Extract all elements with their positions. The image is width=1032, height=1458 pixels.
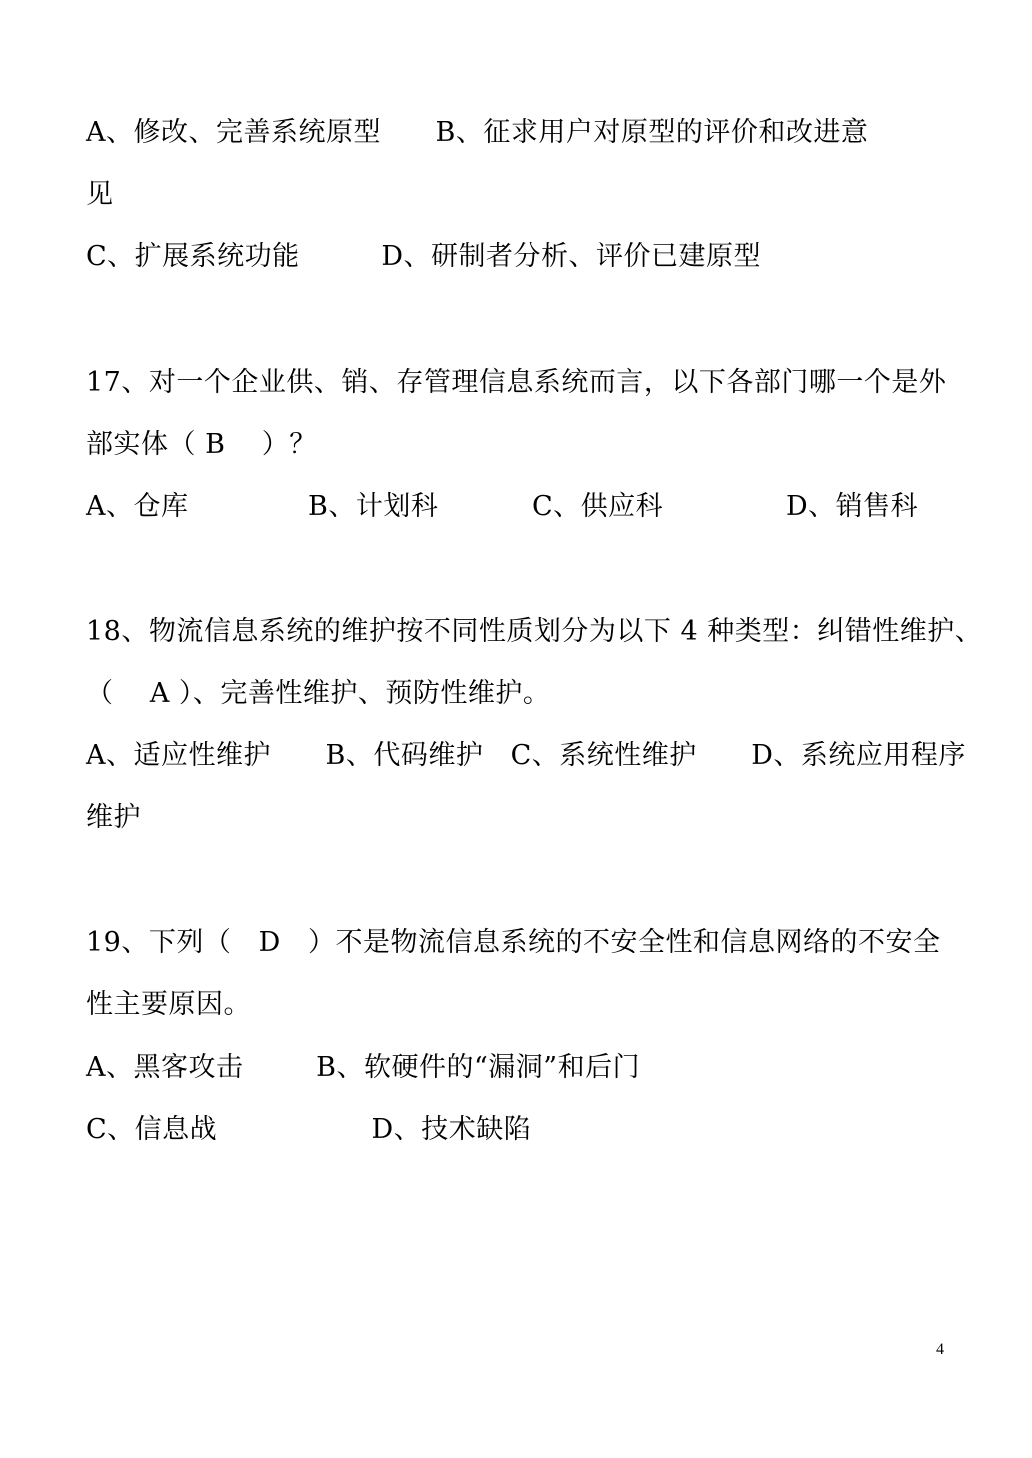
q16-option-line-3: C、扩展系统功能 D、研制者分析、评价已建原型 [86, 241, 762, 272]
q17-stem-line-2: 部实体（ B ）？ [86, 429, 317, 460]
q17-option-a: A、仓库 [86, 491, 189, 522]
q16-option-line-1: A、修改、完善系统原型 B、征求用户对原型的评价和改进意 [86, 117, 869, 148]
q17-stem-line-1: 17、对一个企业供、销、存管理信息系统而言，以下各部门哪一个是外 [86, 367, 947, 398]
q19-option-line-2: C、信息战 D、技术缺陷 [86, 1114, 532, 1145]
q18-option-line-1: A、适应性维护 B、代码维护 C、系统性维护 D、系统应用程序 [86, 740, 966, 771]
page-number: 4 [936, 1341, 944, 1358]
q18-stem-line-1: 18、物流信息系统的维护按不同性质划分为以下 4 种类型：纠错性维护、 [86, 616, 983, 647]
q17-option-b: B、计划科 [308, 491, 439, 522]
q19-stem-line-2: 性主要原因。 [86, 989, 251, 1020]
q17-option-c: C、供应科 [532, 491, 664, 522]
q16-option-line-2: 见 [86, 179, 114, 210]
q19-option-line-1: A、黑客攻击 B、软硬件的“漏洞”和后门 [86, 1052, 641, 1083]
q19-stem-line-1: 19、下列（ D ）不是物流信息系统的不安全性和信息网络的不安全 [86, 927, 941, 958]
q18-stem-line-2: （ A ）、完善性维护、预防性维护。 [86, 678, 551, 709]
q18-option-line-2: 维护 [86, 802, 141, 833]
q17-option-d: D、销售科 [786, 491, 919, 522]
